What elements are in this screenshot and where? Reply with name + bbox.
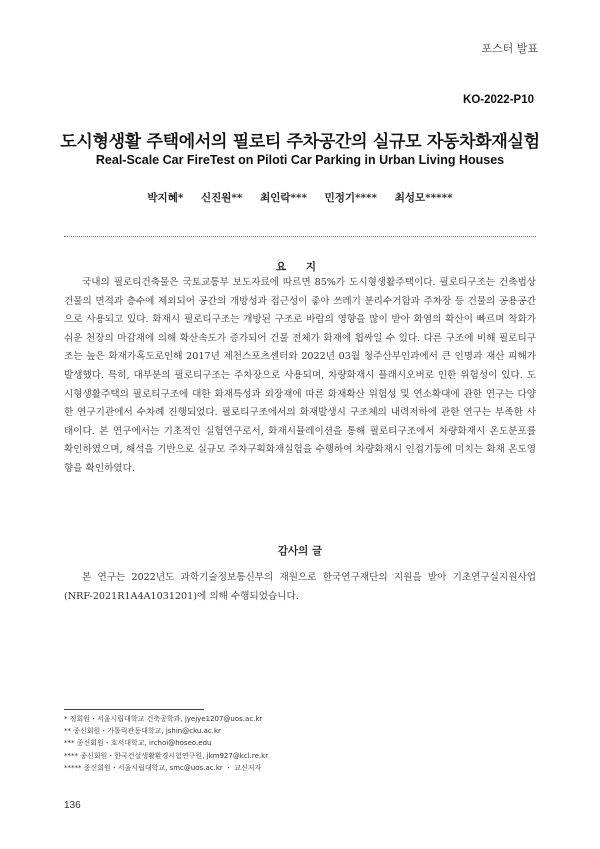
author-3: 최인락*** — [260, 192, 307, 204]
abstract-body: 국내의 필로티건축물은 국토교통부 보도자료에 따르면 85%가 도시형생활주택이다. 필로티구조는 건축법상 건물의 면적과 층수에 제외되어 공간의 개방성과 접근성이 좋아 쓰레기 분리수거함과 주차장 등 건물의 공용공간으로 사용되고 있다. 화재시 필로티구조는 개방된 구조로 바람의 영향을 많이 받아 화염의 확산이 빠르며 착화가 쉬운 천장의 마감재에 의해 확산속도가 증가되어 건물 전체가 화재에 휩싸일 수 있다. 다른 구조에 비해 필로티구조는 높은 화재가혹도로인해 2017년 제천스포츠센터와 2022년 03월 청주산부인과에서 큰 인명과 재산 피해가 발생했다. 특히, 대부분의 필로티구조는 주차장으로 사용되며, 차량화재시 플래시오버로 인한 위험성이 있다. 도시형생활주택의 필로티구조에 대한 화재특성과 외장재에 따른 화재확산 위험성 및 연소확대에 관한 연구는 다양한 연구기관에서 수차례 진행되었다. 필로티구조에서의 화재발생시 구조체의 내력저하에 관한 연구는 부족한 사태이다. 본 연구에서는 기초적인 실험연구로서, 화재시뮬레이션을 통해 필로티구조에서 차량화재시 온도분포를 확인하였으며, 해석을 기반으로 실규모 주차구획화재실험을 수행하여 차량화재시 인접기둥에 미치는 화재 온도영향을 확인하였다. — [64, 277, 536, 474]
author-2: 신진원** — [200, 192, 243, 204]
footnote-list — [64, 713, 536, 774]
page-number: 136 — [64, 800, 81, 811]
paper-title-english: Real-Scale Car FireTest on Piloti Car Parking in Urban Living Houses — [95, 153, 505, 167]
footnote-item: **** 종신회원・한국건설생활환경시험연구원, jkm927@kcl.re.kr — [64, 751, 269, 760]
author-5: 최성모***** — [394, 192, 453, 204]
author-4: 민정기**** — [324, 192, 378, 204]
author-list — [0, 190, 600, 205]
acknowledgement-heading: 감사의 글 — [277, 545, 323, 557]
footnote-divider — [64, 709, 204, 710]
acknowledgement-body: 본 연구는 2022년도 과학기술정보통신부의 재원으로 한국연구재단의 지원을 받아 기초연구실지원사업(NRF-2021R1A4A1031201)에 의해 수행되었습니다. — [64, 572, 536, 602]
footnote-item: ** 종신회원・가톨릭관동대학교, jshin@cku.ac.kr — [64, 727, 221, 736]
paper-title-korean: 도시형생활 주택에서의 필로티 주차공간의 실규모 자동차화재실험 — [60, 132, 540, 152]
footnote-item: * 정회원・서울시립대학교 건축공학과, jyejye1207@uos.ac.kr — [64, 715, 263, 723]
section-category-label: 포스터 발표 — [481, 42, 538, 55]
footnote-item: ***** 종신회원・서울시립대학교, smc@uos.ac.kr ・ 교신저자 — [64, 763, 262, 772]
section-divider — [64, 236, 536, 237]
abstract-heading: 요 지 — [276, 261, 324, 273]
footnote-item: *** 종신회원・호서대학교, irchoi@hoseo.edu — [64, 739, 212, 748]
paper-id: KO-2022-P10 — [463, 94, 534, 106]
author-1: 박지혜* — [147, 192, 184, 204]
